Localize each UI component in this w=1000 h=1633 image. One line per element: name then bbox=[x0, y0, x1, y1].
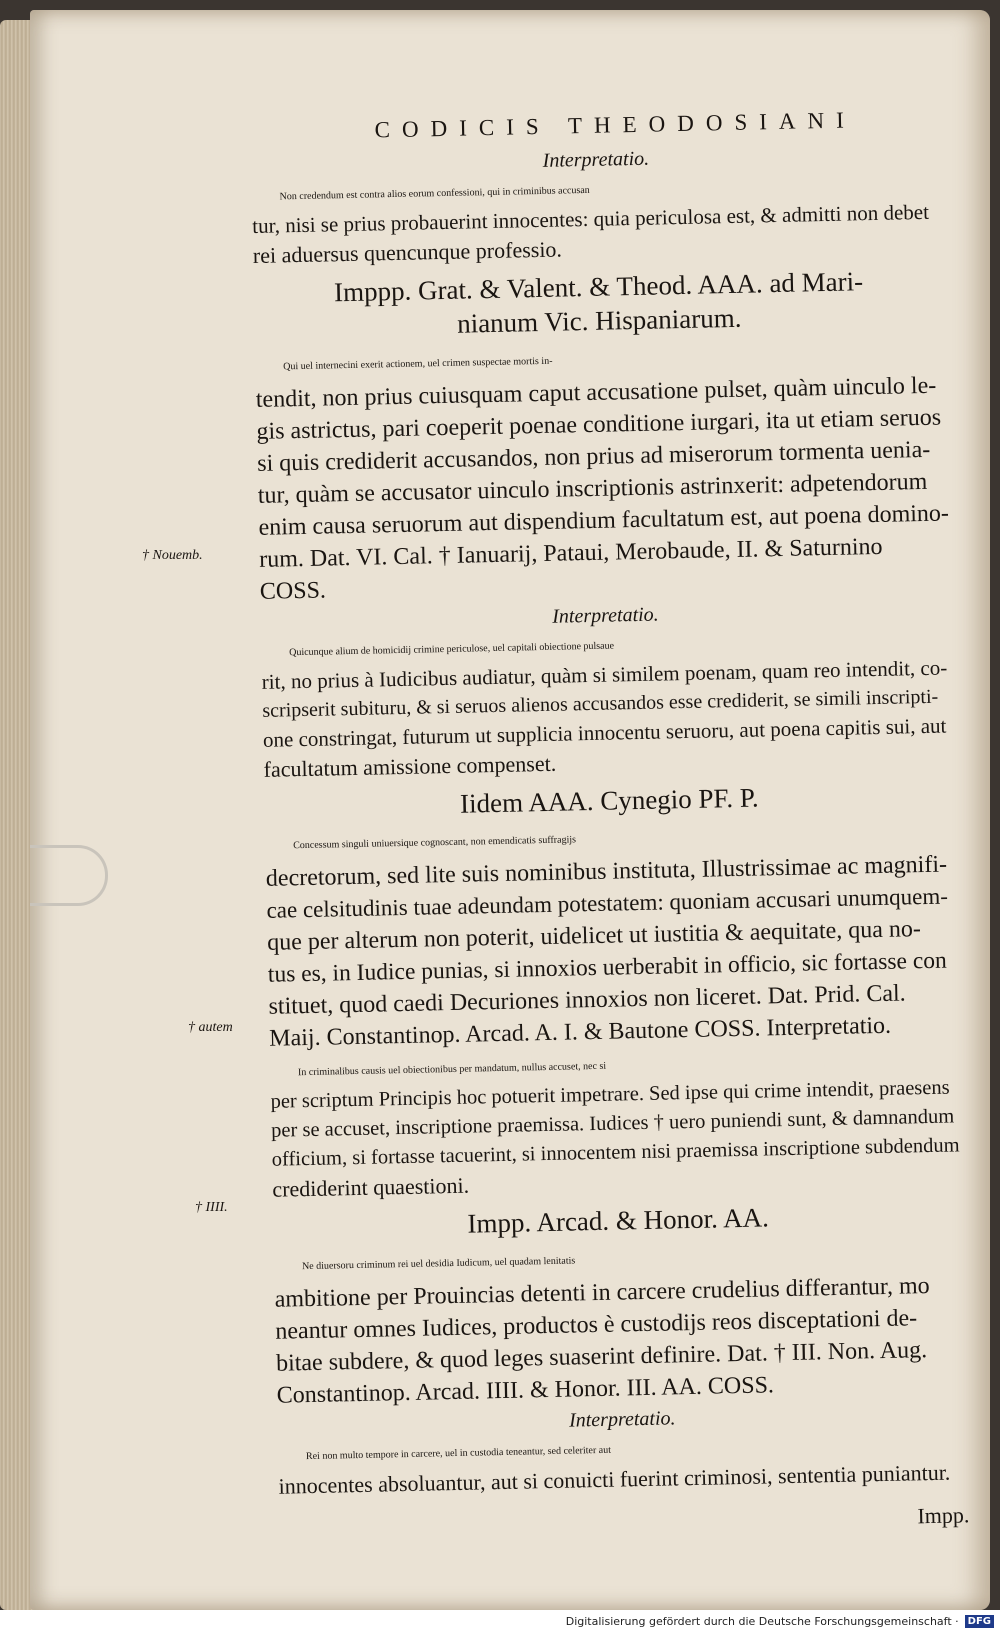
paper-clip bbox=[30, 845, 108, 906]
running-head: CODICIS THEODOSIANI bbox=[374, 107, 857, 143]
margin-note-autem: † autem bbox=[188, 1020, 233, 1035]
text-line: cae celsitudinis tuae adeundam potestatem: quoniam accusari unumquem- bbox=[266, 883, 949, 924]
dfg-logo: DFG bbox=[965, 1615, 994, 1628]
text-line: one constringat, futurum ut supplicia innocentu seruoru, aut poena capitis sui, aut bbox=[262, 713, 947, 752]
text-line: que per alterum non poterit, uidelicet ut iustitia & aequitate, qua no- bbox=[266, 916, 922, 957]
text-line: Concessum singuli uniuersique cognoscant, non emendicatis suffragijs bbox=[293, 834, 577, 852]
interpretatio-label: Interpretatio. bbox=[551, 603, 659, 628]
text-line: rum. Dat. VI. Cal. † Ianuarij, Pataui, Merobaude, II. & Saturnino bbox=[258, 533, 883, 573]
law-text-paragraph bbox=[265, 817, 960, 1055]
text-line: gis astrictus, pari coeperit poenae conditione iurgari, ita ut etiam seruos bbox=[256, 404, 942, 445]
section-heading bbox=[253, 264, 944, 346]
text-line: si quis crediderit accusandos, non prius ad miserorum tormenta uenia- bbox=[256, 436, 931, 477]
text-line: ambitione per Prouincias detenti in carcere crudelius differantur, mo bbox=[274, 1273, 930, 1313]
margin-note-nouemb: † Nouemb. bbox=[142, 548, 203, 563]
text-line: rit, no prius à Iudicibus audiatur, quàm si similem poenam, quam reo intendit, co- bbox=[261, 655, 948, 694]
sections-container bbox=[251, 142, 969, 1501]
text-line: Quicunque alium de homicidij crimine periculose, uel capitali obiectione pulsaue bbox=[289, 639, 615, 658]
text-line: tendit, non prius cuiusquam caput accusatione pulset, quàm uinculo le- bbox=[255, 372, 937, 413]
text-line: Maij. Constantinop. Arcad. A. I. & Bautone COSS. Interpretatio. bbox=[268, 1013, 892, 1053]
margin-note-iiii: † IIII. bbox=[195, 1200, 228, 1215]
text-line: per scriptum Principis hoc potuerit impetrare. Sed ipse qui crime intendit, praesens bbox=[270, 1076, 950, 1114]
text-line: Qui uel internecini exerit actionem, uel crimen suspectae mortis in- bbox=[283, 355, 553, 372]
text-line: stituet, quod caedi Decuriones innoxios non liceret. Dat. Prid. Cal. bbox=[268, 980, 906, 1021]
catchword: Impp. bbox=[917, 1502, 970, 1529]
text-line: Non credendum est contra alios eorum confessioni, qui in criminibus accusan bbox=[279, 184, 590, 203]
text-line: COSS. bbox=[259, 577, 327, 605]
heading-line: nianum Vic. Hispaniarum. bbox=[456, 302, 742, 339]
interpretatio-label: Interpretatio. bbox=[542, 147, 650, 172]
text-line: officium, si fortasse tacuerint, si innocentem nisi praemissa inscriptione subdendum bbox=[271, 1134, 960, 1172]
heading-line: Iidem AAA. Cynegio PF. P. bbox=[459, 782, 759, 819]
text-line: Constantinop. Arcad. IIII. & Honor. III. AA. COSS. bbox=[276, 1372, 775, 1409]
law-text-paragraph bbox=[274, 1237, 967, 1411]
interpretation-paragraph bbox=[278, 1428, 969, 1500]
footer-bar bbox=[0, 1610, 1000, 1633]
text-line: Ne diuersoru criminum rei uel desidia Iudicum, uel quadam lenitatis bbox=[301, 1255, 576, 1273]
text-line: crediderint quaestioni. bbox=[272, 1172, 470, 1203]
text-line: facultatum amissione compenset. bbox=[263, 750, 557, 782]
interpretatio-label: Interpretatio. bbox=[568, 1407, 676, 1432]
text-line: Rei non multo tempore in carcere, uel in custodia teneantur, sed celeriter aut bbox=[305, 1444, 612, 1463]
text-line: rei aduersus quencunque professio. bbox=[252, 236, 563, 268]
text-line: innocentes absoluantur, aut si conuicti fuerint criminosi, sententia puniantur. bbox=[278, 1459, 951, 1499]
text-line: tur, quàm se accusator uinculo inscriptionis astrinxerit: adpetendorum bbox=[257, 468, 928, 509]
law-text-paragraph bbox=[255, 337, 950, 607]
text-line: per se accuset, inscriptione praemissa. Iudices † uero puniendi sunt, & damnandum bbox=[270, 1105, 955, 1143]
text-line: neantur omnes Iudices, productos è custodijs reos disceptationi de- bbox=[275, 1305, 918, 1345]
heading-line: Impp. Arcad. & Honor. AA. bbox=[467, 1202, 770, 1239]
page-text bbox=[250, 106, 970, 1543]
text-line: bitae subdere, & quod leges suaserint definire. Dat. † III. Non. Aug. bbox=[275, 1337, 928, 1377]
text-line: decretorum, sed lite suis nominibus instituta, Illustrissimae ac magnifi- bbox=[265, 851, 948, 893]
text-line: scripserit subituru, & si seruos alienos accusandos esse crediderit, se simili inscripti- bbox=[262, 685, 939, 722]
footer-credit: Digitalisierung gefördert durch die Deutsche Forschungsgemeinschaft · bbox=[565, 1615, 959, 1628]
text-line: tur, nisi se prius probauerint innocentes: quia periculosa est, & admitti non debet bbox=[251, 199, 930, 238]
heading-line: Imppp. Grat. & Valent. & Theod. AAA. ad Mari- bbox=[333, 266, 864, 308]
text-line: enim causa seruorum aut dispendium facultatum est, aut poena domino- bbox=[258, 499, 950, 541]
text-line: In criminalibus causis uel obiectionibus per mandatum, nullus accuset, nec si bbox=[297, 1060, 607, 1079]
interpretation-paragraph bbox=[270, 1045, 963, 1204]
interpretation-paragraph bbox=[261, 624, 954, 783]
interpretation-paragraph bbox=[251, 169, 943, 270]
text-line: tus es, in Iudice punias, si innoxios uerberabit in officio, sic fortasse con bbox=[267, 947, 948, 989]
